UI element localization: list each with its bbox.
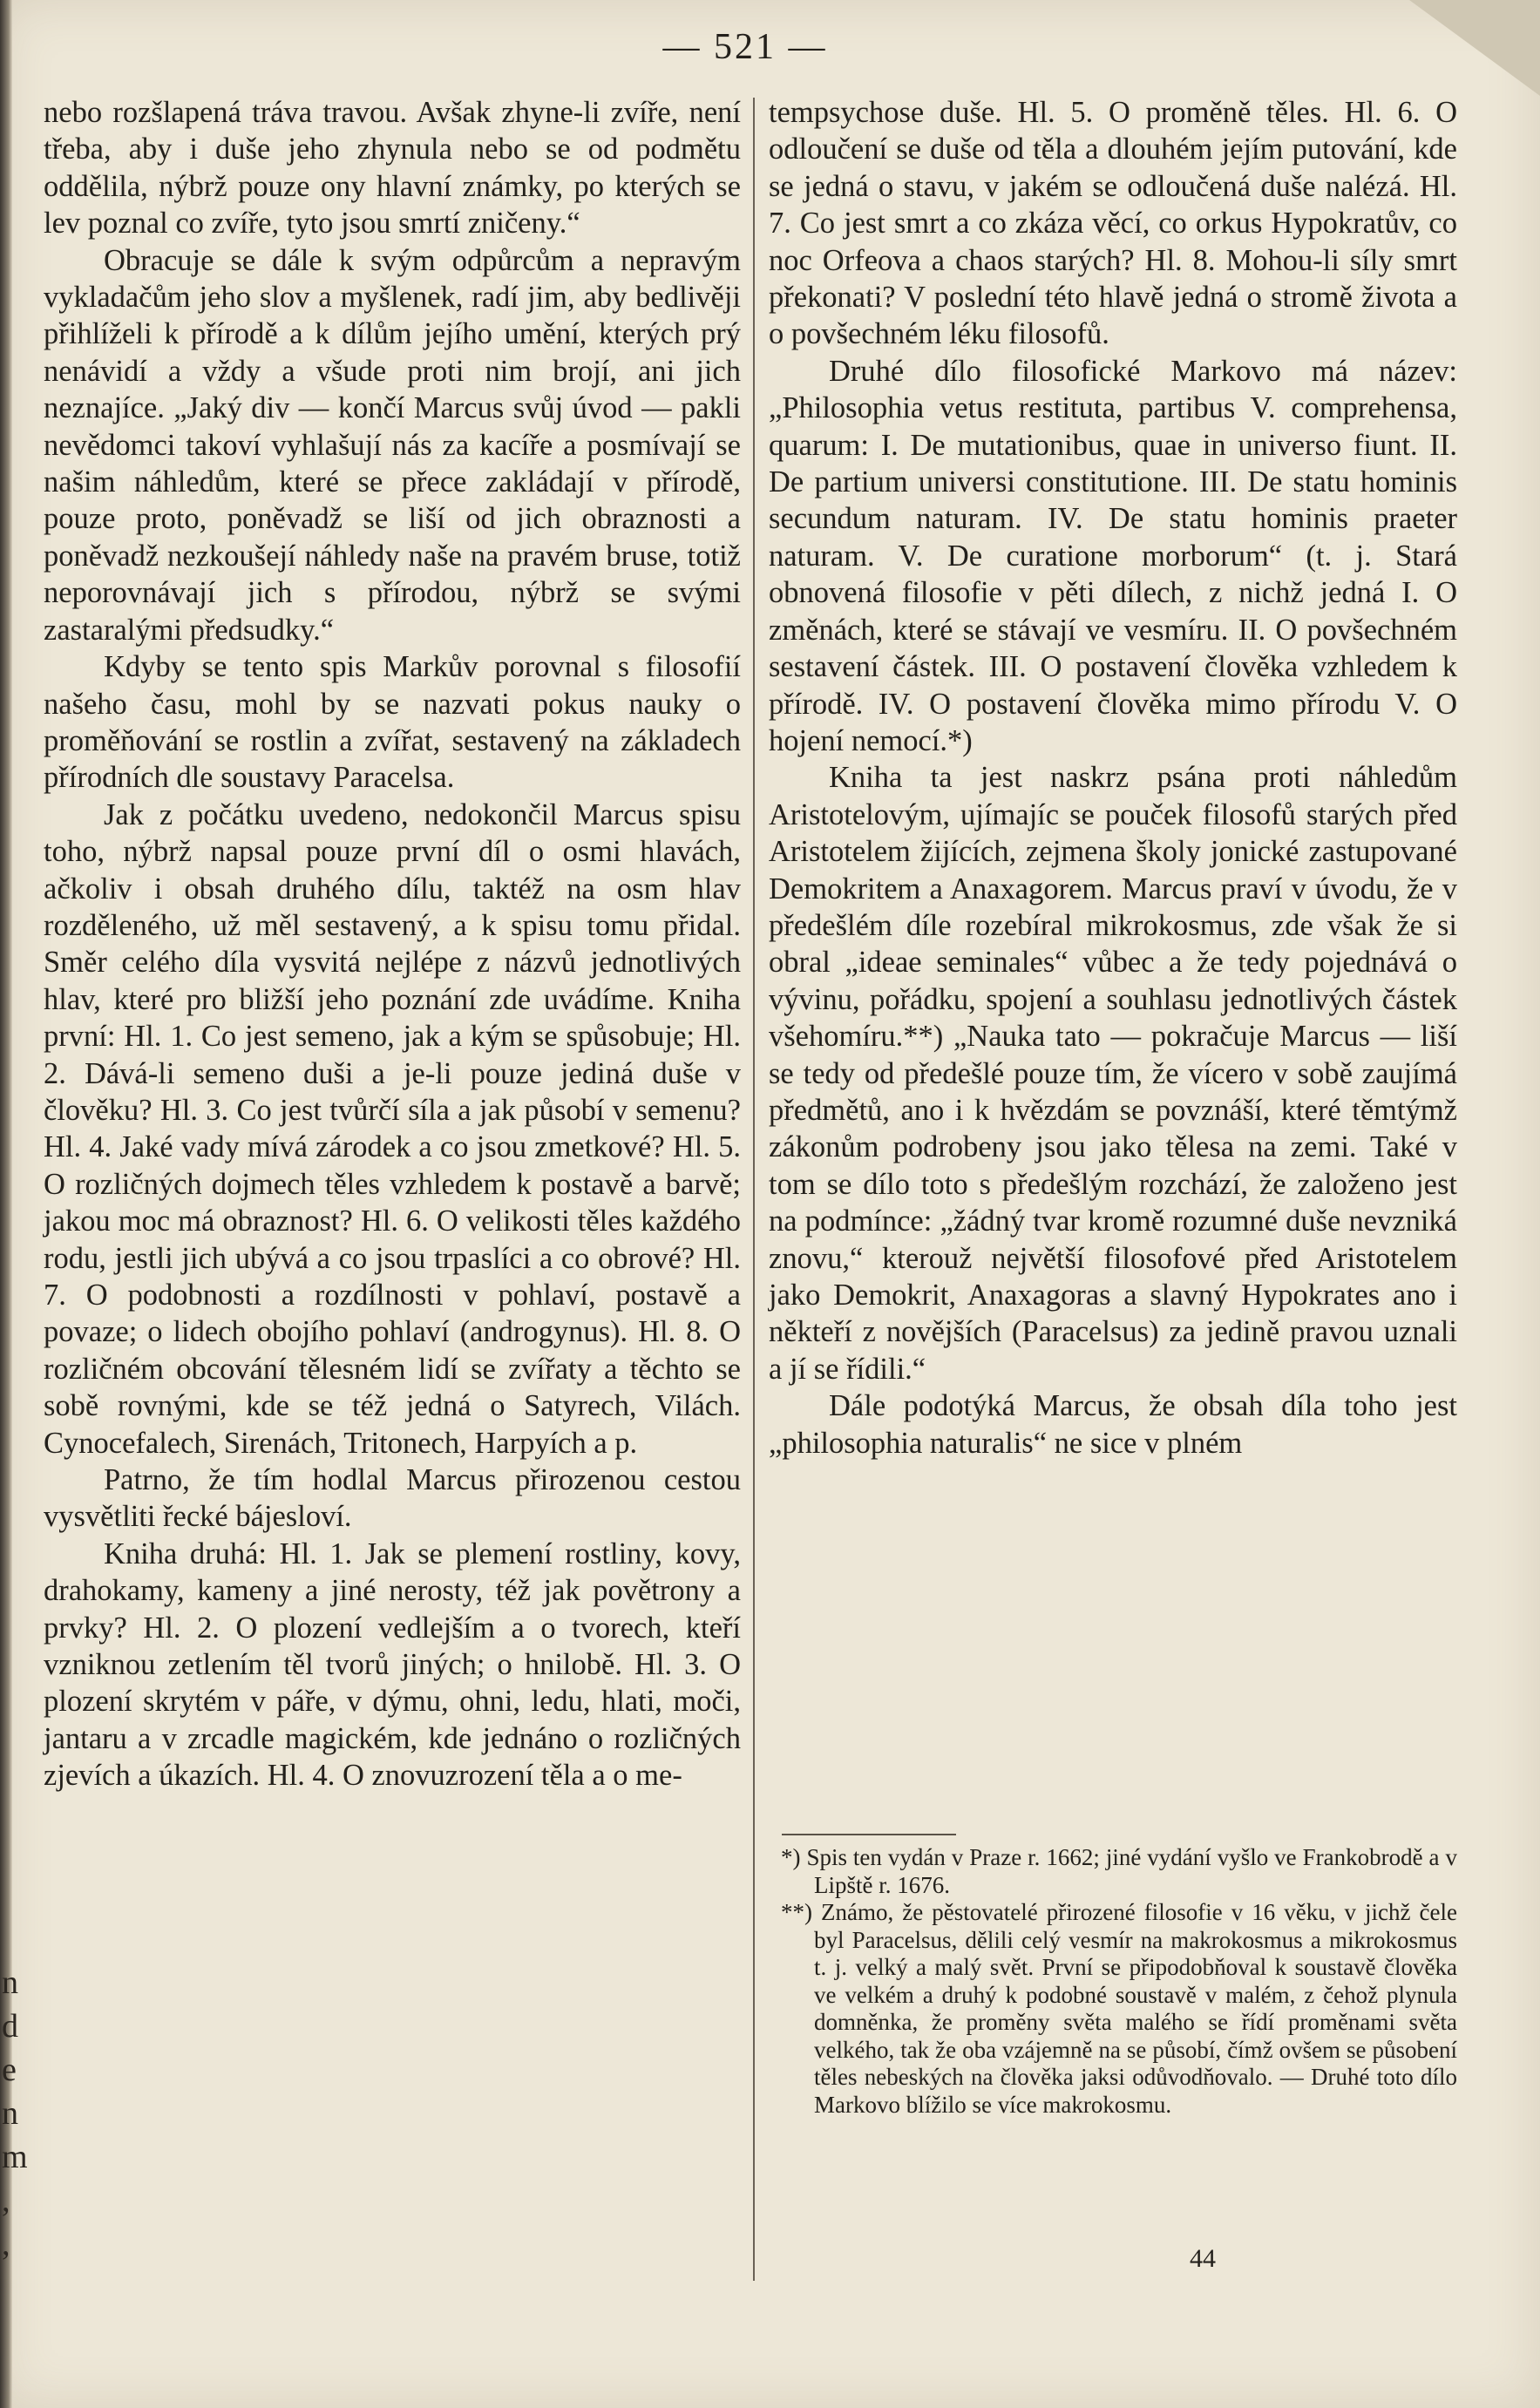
edge-letter: ,	[2, 2182, 10, 2219]
paragraph: Jak z počátku uvedeno, nedokončil Marcus spisu toho, nýbrž napsal pouze první díl o osmi hlavách, ačkoliv i obsah druhého dílu, taktéž na osm hlav rozděleného, už měl sestavený, a k spisu tomu přidal. Směr celého díla vysvitá nejlépe z názvů jednotlivých hlav, které pro bližší jeho poznání zde uvádíme. Kniha první: Hl. 1. Co jest semeno, jak a kým se spůsobuje; Hl. 2. Dává-li semeno duši a je-li pouze jediná duše v člověku? Hl. 3. Co jest tvůrčí síla a jak působí v semenu? Hl. 4. Jaké vady mívá zárodek a co jsou zmetkové? Hl. 5. O rozličných dojmech těles vzhledem k postavě a barvě; jakou moc má obraznost? Hl. 6. O velikosti těles každého rodu, jestli jich ubývá a co jsou trpaslíci a co obrové? Hl. 7. O podobnosti a rozdílnosti v pohlaví, postavě a povaze; o lidech obojího pohlaví (androgynus). Hl. 8. O rozličném obcování tělesném lidí se zvířaty a těchto se sobě rovnými, kde se též jedná o Satyrech, Vilách. Cynocefalech, Sirenách, Tritonech, Harpyích a p.	[44, 797, 741, 1460]
adjacent-page-letters	[2, 1961, 28, 2266]
edge-letter: e	[2, 2052, 17, 2088]
footnote: *) Spis ten vydán v Praze r. 1662; jiné vydání vyšlo ve Frankobrodě a v Lipště r. 1676.	[781, 1844, 1457, 1898]
edge-letter: ,	[2, 2226, 10, 2262]
column-divider	[753, 98, 755, 2281]
edge-letter: n	[2, 1964, 18, 2001]
paragraph: Kniha ta jest naskrz psána proti náhledům Aristotelovým, ujímajíc se pouček filosofů starých před Aristotelem žijících, zejmena školy jonické zastupované Demokritem a Anaxagorem. Marcus praví v úvodu, že v předešlém díle rozebíral mikrokosmus, zde však že si obral „ideae seminales“ vůbec a že tedy pojednává o vývinu, pořádku, spojení a souhlasu jednotlivých částek všehomíru.**) „Nauka tato — pokračuje Marcus — liší se tedy od předešlé pouze tím, že vícero v sobě zaujímá předmětů, ano i k hvězdám se povznáší, které těmtýmž zákonům podrobeny jsou jako tělesa na zemi. Také v tom se dílo toto s předešlým rozchází, že založeno jest na podmínce: „žádný tvar kromě rozumné duše nevzniká znovu,“ kterouž největší filosofové před Aristotelem jako Demokrit, Anaxagoras a slavný Hypokrates ano i někteří z novějších (Paracelsus) za jedině pravou uznali a jí se řídili.“	[769, 761, 1457, 1386]
paragraph: Druhé dílo filosofické Markovo má název: „Philosophia vetus restituta, partibus V. comprehensa, quarum: I. De mutationibus, quae in universo fiunt. II. De partium universi constitutione. III. De statu hominis secundum naturam. IV. De statu hominis praeter naturam. V. De curatione morborum“ (t. j. Stará obnovená filosofie v pěti dílech, z nichž jedná I. O změnách, které se stávají ve vesmíru. II. O povšechném sestavení částek. III. O postavení člověka vzhledem k přírodě. IV. O postavení člověka mimo přírodu V. O hojení nemocí.*)	[769, 354, 1457, 757]
edge-letter: n	[2, 2095, 18, 2132]
paragraph: Obracuje se dále k svým odpůrcům a nepravým vykladačům jeho slov a myšlenek, radí jim, aby bedlivěji přihlíželi k přírodě a k dílům jejího umění, kterých prý nenávidí a vždy a všude proti nim brojí, ani jich neznajíce. „Jaký div — končí Marcus svůj úvod — pakli nevědomci takoví vyhlašují nás za kacíře a posmívají se našim náhledům, které se přece zakládají v přírodě, pouze proto, poněvadž se liší od jich obraznosti a poněvadž nezkoušejí náhledy naše na pravém brusе, totiž neporovnávají jich s přírodou, nýbrž se svými zastaralými předsudky.“	[44, 243, 741, 647]
corner-fold	[1409, 0, 1540, 96]
right-column	[769, 94, 1457, 1462]
edge-letter: m	[2, 2139, 28, 2175]
paragraph: Dále podotýká Marcus, že obsah díla toho jest „philosophia naturalis“ ne sice v plném	[769, 1389, 1457, 1460]
edge-letter: d	[2, 2008, 18, 2045]
left-column	[44, 94, 741, 1794]
paragraph: Kdyby se tento spis Markův porovnal s filosofií našeho času, mohl by se nazvati pokus nauky o proměňování se rostlin a zvířat, sestavený na základech přírodních dle soustavy Paracelsa.	[44, 650, 741, 795]
footnote-divider	[782, 1834, 956, 1835]
paragraph: tempsychose duše. Hl. 5. O proměně těles. Hl. 6. O odloučení se duše od těla a dlouhém jejím putování, kde se jedná o stavu, v jakém se odloučená duše nalézá. Hl. 7. Co jest smrt a co zkáza věcí, co orkus Hypokratův, co noc Orfeova a chaos starých? Hl. 8. Mohou-li síly smrt překonati? V poslední této hlavě jedná o stromě života a o povšechném léku filosofů.	[769, 96, 1457, 351]
signature-mark: 44	[1190, 2244, 1216, 2273]
footnotes	[769, 1844, 1457, 2119]
paragraph: Kniha druhá: Hl. 1. Jak se plemení rostliny, kovy, drahokamy, kameny a jiné nerosty, též jak povětrony a prvky? Hl. 2. O plození vedlejším a o tvorech, kteří vzniknou zetlením těl tvorů jiných; o hnilobě. Hl. 3. O plození skrytém v páře, v dýmu, ohni, ledu, hlati, moči, jantaru a v zrcadle magickém, kde jednáno o rozličných zjevích a úkazích. Hl. 4. O znovuzrození těla a o me-	[44, 1536, 741, 1793]
footnote: **) Známo, že pěstovatelé přirozené filosofie v 16 věku, v jichž čele byl Paracelsus, dělili celý vesmír na makrokosmus a mikrokosmus t. j. velký a malý svět. První se připodobňoval k soustavě člověka ve velkém a druhý k podobné soustavě v malém, z čehož plynula domněnka, že proměny světa malého se řídí proměnami světa velkého, tak že oba vzájemně na se působí, čímž ovšem se působení těles nebeských na člověka jaksi odůvodňovalo. — Druhé toto dílo Markovo blížilo se více makrokosmu.	[781, 1899, 1457, 2118]
paragraph: Patrno, že tím hodlal Marcus přirozenou cestou vysvětliti řecké bájesloví.	[44, 1463, 741, 1534]
paragraph: nebo rozšlapená tráva travou. Avšak zhyne-li zvíře, není třeba, aby i duše jeho zhynula nebo se od podmětu oddělila, nýbrž pouze ony hlavní známky, po kterých se lev poznal co zvíře, tyto jsou smrtí zničeny.“	[44, 96, 741, 241]
page-number: — 521 —	[662, 27, 828, 67]
